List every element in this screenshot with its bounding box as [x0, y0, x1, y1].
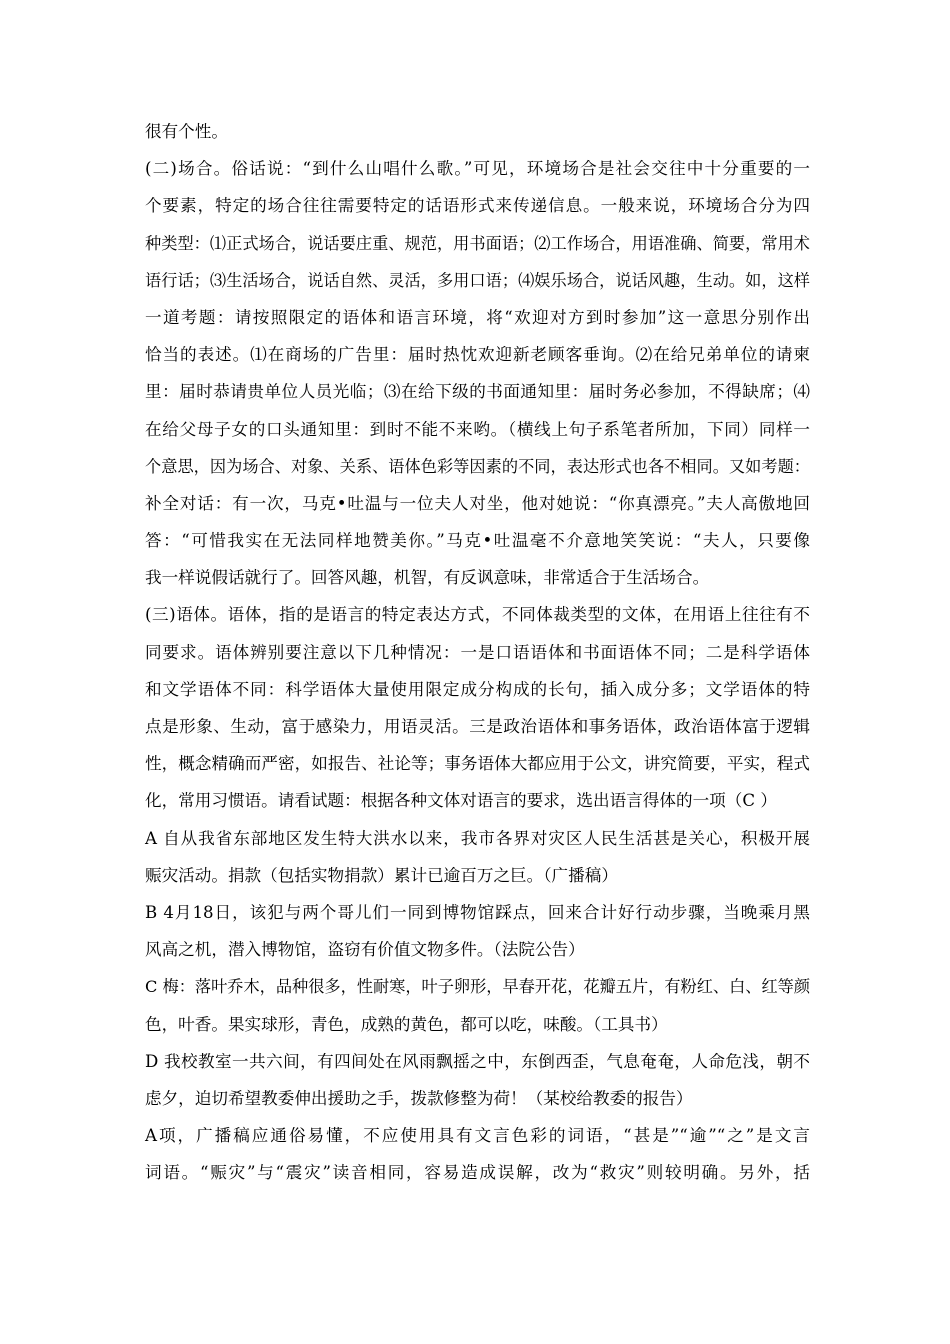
text-line: (三)语体。语体，指的是语言的特定表达方式，不同体裁类型的文体，在用语上往往有不: [145, 605, 810, 625]
text-line: A项，广播稿应通俗易懂，不应使用具有文言色彩的词语，“甚是”“逾”“之”是文言: [145, 1126, 810, 1146]
text-line: 风高之机，潜入博物馆，盗窃有价值文物多件。（法院公告）: [145, 940, 585, 960]
text-line: 词语。“赈灾”与“震灾”读音相同，容易造成误解，改为“救灾”则较明确。另外，括: [145, 1163, 810, 1183]
text-line: 很有个性。: [145, 122, 228, 141]
text-line: 我一样说假话就行了。回答风趣，机智，有反讽意味，非常适合于生活场合。: [145, 568, 710, 588]
text-line: 性，概念精确而严密，如报告、社论等；事务语体大都应用于公文，讲究简要，平实，程式: [145, 754, 810, 774]
document-body: [145, 113, 810, 1191]
text-line: 一道考题：请按照限定的语体和语言环境，将“欢迎对方到时参加”这一意思分别作出: [145, 307, 810, 327]
text-line: 虑夕，迫切希望教委伸出援助之手，拨款修整为荷！（某校给教委的报告）: [145, 1088, 693, 1108]
text-line: (二)场合。俗话说：“到什么山唱什么歌。”可见，环境场合是社会交往中十分重要的一: [145, 159, 810, 179]
text-line: 和文学语体不同：科学语体大量使用限定成分构成的长句，插入成分多；文学语体的特: [145, 679, 810, 699]
text-line: 个要素，特定的场合往往需要特定的话语形式来传递信息。一般来说，环境场合分为四: [145, 196, 810, 216]
text-line: 色，叶香。果实球形，青色，成熟的黄色，都可以吃，味酸。（工具书）: [145, 1014, 668, 1034]
text-line: 化，常用习惯语。请看试题：根据各种文体对语言的要求，选出语言得体的一项（C ）: [145, 791, 777, 811]
text-line: 恰当的表述。⑴在商场的广告里：届时热忱欢迎新老顾客垂询。⑵在给兄弟单位的请柬: [145, 345, 810, 365]
text-line: D 我校教室一共六间，有四间处在风雨飘摇之中，东倒西歪，气息奄奄，人命危浅，朝不: [145, 1051, 810, 1071]
text-line: 个意思，因为场合、对象、关系、语体色彩等因素的不同，表达形式也各不相同。又如考题：: [145, 456, 810, 476]
text-line: B 4月18日，该犯与两个哥儿们一同到博物馆踩点，回来合计好行动步骤，当晚乘月黑: [145, 902, 810, 922]
text-line: C 梅：落叶乔木，品种很多，性耐寒，叶子卵形，早春开花，花瓣五片，有粉红、白、红等颜: [145, 977, 811, 997]
text-line: 同要求。语体辨别要注意以下几种情况：一是口语语体和书面语体不同；二是科学语体: [145, 642, 810, 662]
text-line: 答：“可惜我实在无法同样地赞美你。”马克•吐温毫不介意地笑笑说：“夫人，只要像: [145, 531, 810, 551]
text-line: 种类型：⑴正式场合，说话要庄重、规范，用书面语；⑵工作场合，用语准确、简要，常用术: [145, 233, 810, 253]
text-line: 点是形象、生动，富于感染力，用语灵活。三是政治语体和事务语体，政治语体富于逻辑: [145, 717, 810, 736]
text-line: 语行话；⑶生活场合，说话自然、灵活，多用口语；⑷娱乐场合，说话风趣，生动。如，这样: [145, 270, 810, 290]
text-line: A 自从我省东部地区发生特大洪水以来，我市各界对灾区人民生活甚是关心，积极开展: [145, 828, 810, 848]
text-line: 里：届时恭请贵单位人员光临；⑶在给下级的书面通知里：届时务必参加，不得缺席；⑷: [145, 382, 810, 402]
text-line: 补全对话：有一次，马克•吐温与一位夫人对坐，他对她说：“你真漂亮。”夫人高傲地回: [145, 493, 810, 513]
text-line: 在给父母子女的口头通知里：到时不能不来哟。（横线上句子系笔者所加，下同）同样一: [145, 419, 810, 439]
text-line: 赈灾活动。捐款（包括实物捐款）累计已逾百万之巨。（广播稿）: [145, 865, 618, 885]
